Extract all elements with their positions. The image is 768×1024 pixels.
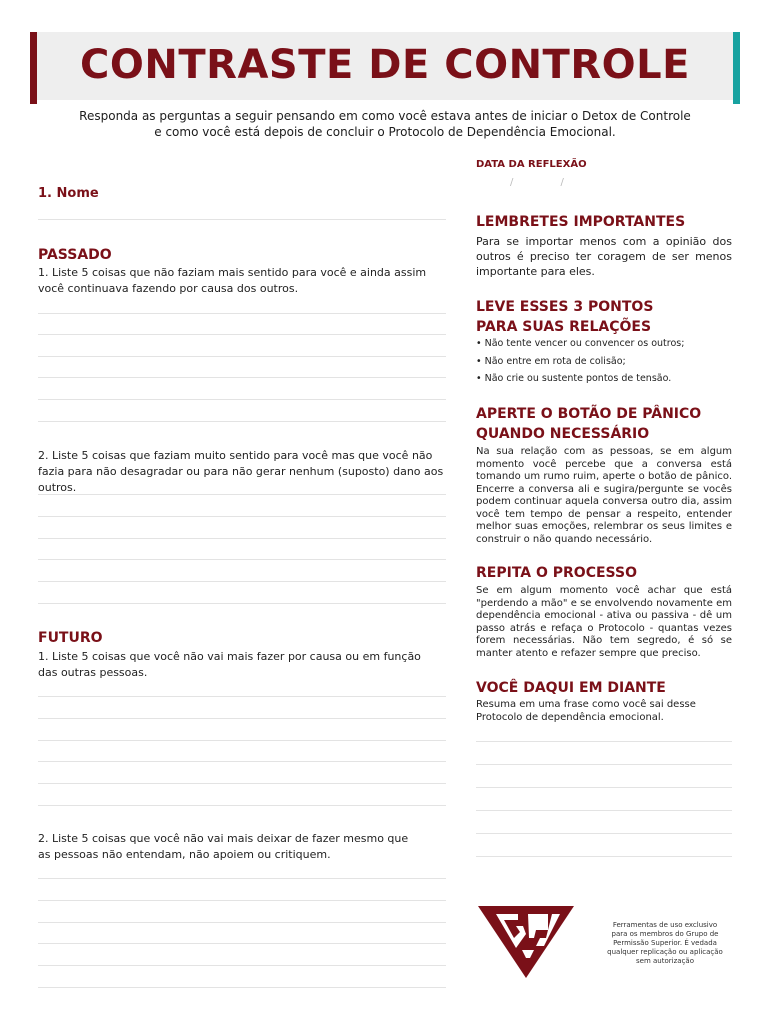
- answer-line[interactable]: [476, 787, 732, 788]
- pontos-title: [476, 297, 653, 337]
- section-title-passado: PASSADO: [38, 247, 112, 263]
- answer-line[interactable]: [38, 718, 446, 719]
- header-banner: [30, 32, 740, 100]
- list-item: • Não entre em rota de colisão;: [476, 355, 626, 367]
- pontos-title-line-1: LEVE ESSES 3 PONTOS: [476, 299, 654, 315]
- intro-text: [60, 108, 710, 140]
- answer-line[interactable]: [38, 421, 446, 422]
- answer-line[interactable]: [38, 399, 446, 400]
- name-input-line[interactable]: [38, 219, 446, 220]
- name-label: 1. Nome: [38, 186, 99, 201]
- answer-line[interactable]: [38, 900, 446, 901]
- futuro-question-2: 2. Liste 5 coisas que você não vai mais deixar de fazer mesmo que as pessoas não entendam, não apoiem ou critiquem.: [38, 832, 409, 861]
- answer-line[interactable]: [476, 810, 732, 811]
- futuro-question-1-line-2: das outras pessoas.: [38, 666, 148, 679]
- answer-line[interactable]: [38, 334, 446, 335]
- intro-line-1: Responda as perguntas a seguir pensando em como você estava antes de iniciar o Detox de Controle: [79, 109, 691, 123]
- answer-line[interactable]: [38, 516, 446, 517]
- pontos-title-line-2: PARA SUAS RELAÇÕES: [476, 319, 652, 335]
- passado-question-2: 2. Liste 5 coisas que faziam muito sentido para você mas que você não fazia para não desagradar ou para não gerar nenhum (suposto) dano aos outros.: [38, 449, 444, 494]
- answer-line[interactable]: [38, 965, 446, 966]
- answer-line[interactable]: [38, 377, 446, 378]
- answer-line[interactable]: [38, 805, 446, 806]
- answer-line[interactable]: [38, 581, 446, 582]
- panico-title-line-2: QUANDO NECESSÁRIO: [476, 426, 650, 442]
- answer-line[interactable]: [38, 538, 446, 539]
- page-title: CONTRASTE DE CONTROLE: [80, 42, 690, 88]
- answer-line[interactable]: [38, 313, 446, 314]
- list-item: • Não tente vencer ou convencer os outros;: [476, 338, 685, 349]
- date-label: DATA DA REFLEXÃO: [476, 159, 587, 170]
- lembretes-title: LEMBRETES IMPORTANTES: [476, 214, 686, 230]
- repita-text: Se em algum momento você achar que está "perdendo a mão" e se envolvendo novamente em dependência emocional - ativa ou passiva - dê um passo atrás e refaça o Protocolo - quantas vezes forem necessárias. Não tem segredo, é só se manter atento e refazer sempre que preciso.: [476, 585, 732, 659]
- answer-line[interactable]: [38, 356, 446, 357]
- answer-line[interactable]: [38, 878, 446, 879]
- answer-line[interactable]: [476, 741, 732, 742]
- answer-line[interactable]: [38, 740, 446, 741]
- answer-line[interactable]: [38, 603, 446, 604]
- list-item: • Não crie ou sustente pontos de tensão.: [476, 373, 672, 384]
- answer-line[interactable]: [38, 922, 446, 923]
- lembretes-text: Para se importar menos com a opinião dos outros é preciso ter coragem de ser menos importante para eles.: [476, 235, 732, 278]
- pontos-list: [476, 335, 732, 388]
- diante-text: [476, 699, 732, 724]
- answer-line[interactable]: [38, 783, 446, 784]
- answer-line[interactable]: [476, 856, 732, 857]
- intro-line-2: e como você está depois de concluir o Protocolo de Dependência Emocional.: [154, 125, 616, 139]
- diante-text-line-2: Protocolo de dependência emocional.: [476, 711, 664, 723]
- answer-line[interactable]: [38, 987, 446, 988]
- panico-text: Na sua relação com as pessoas, se em algum momento você percebe que a conversa está tomando um rumo ruim, aperte o botão de pânico. Encerre a conversa ali e sugira/pergunte se vocês podem continuar aquela conversa outro dia, assim você tem tempo de pensar a respeito, entender melhor suas emoções, relembrar os seus limites e construir o não quando necessário.: [476, 446, 732, 545]
- futuro-question-1-line-1: 1. Liste 5 coisas que você não vai mais fazer por causa ou em função: [38, 650, 421, 663]
- diante-text-line-1: Resuma em uma frase como você sai desse: [476, 699, 696, 710]
- answer-line[interactable]: [38, 943, 446, 944]
- answer-line[interactable]: [38, 696, 446, 697]
- date-field-separators[interactable]: / /: [510, 177, 586, 188]
- passado-question-1: 1. Liste 5 coisas que não faziam mais sentido para você e ainda assim você continuava fazendo por causa dos outros.: [38, 266, 427, 295]
- diante-title: VOCÊ DAQUI EM DIANTE: [476, 680, 666, 696]
- section-title-futuro: FUTURO: [38, 630, 103, 646]
- panico-title: [476, 404, 701, 444]
- futuro-question-1: [38, 649, 446, 681]
- panico-title-line-1: APERTE O BOTÃO DE PÂNICO: [476, 406, 702, 422]
- repita-title: REPITA O PROCESSO: [476, 565, 637, 581]
- answer-line[interactable]: [476, 764, 732, 765]
- answer-line[interactable]: [38, 761, 446, 762]
- answer-line[interactable]: [38, 494, 446, 495]
- footer-note: Ferramentas de uso exclusivo para os membros do Grupo de Permissão Superior. É vedada qualquer replicação ou aplicação sem autorização: [607, 921, 723, 965]
- answer-line[interactable]: [476, 833, 732, 834]
- gps-triangle-logo-icon: [476, 904, 576, 980]
- answer-line[interactable]: [38, 559, 446, 560]
